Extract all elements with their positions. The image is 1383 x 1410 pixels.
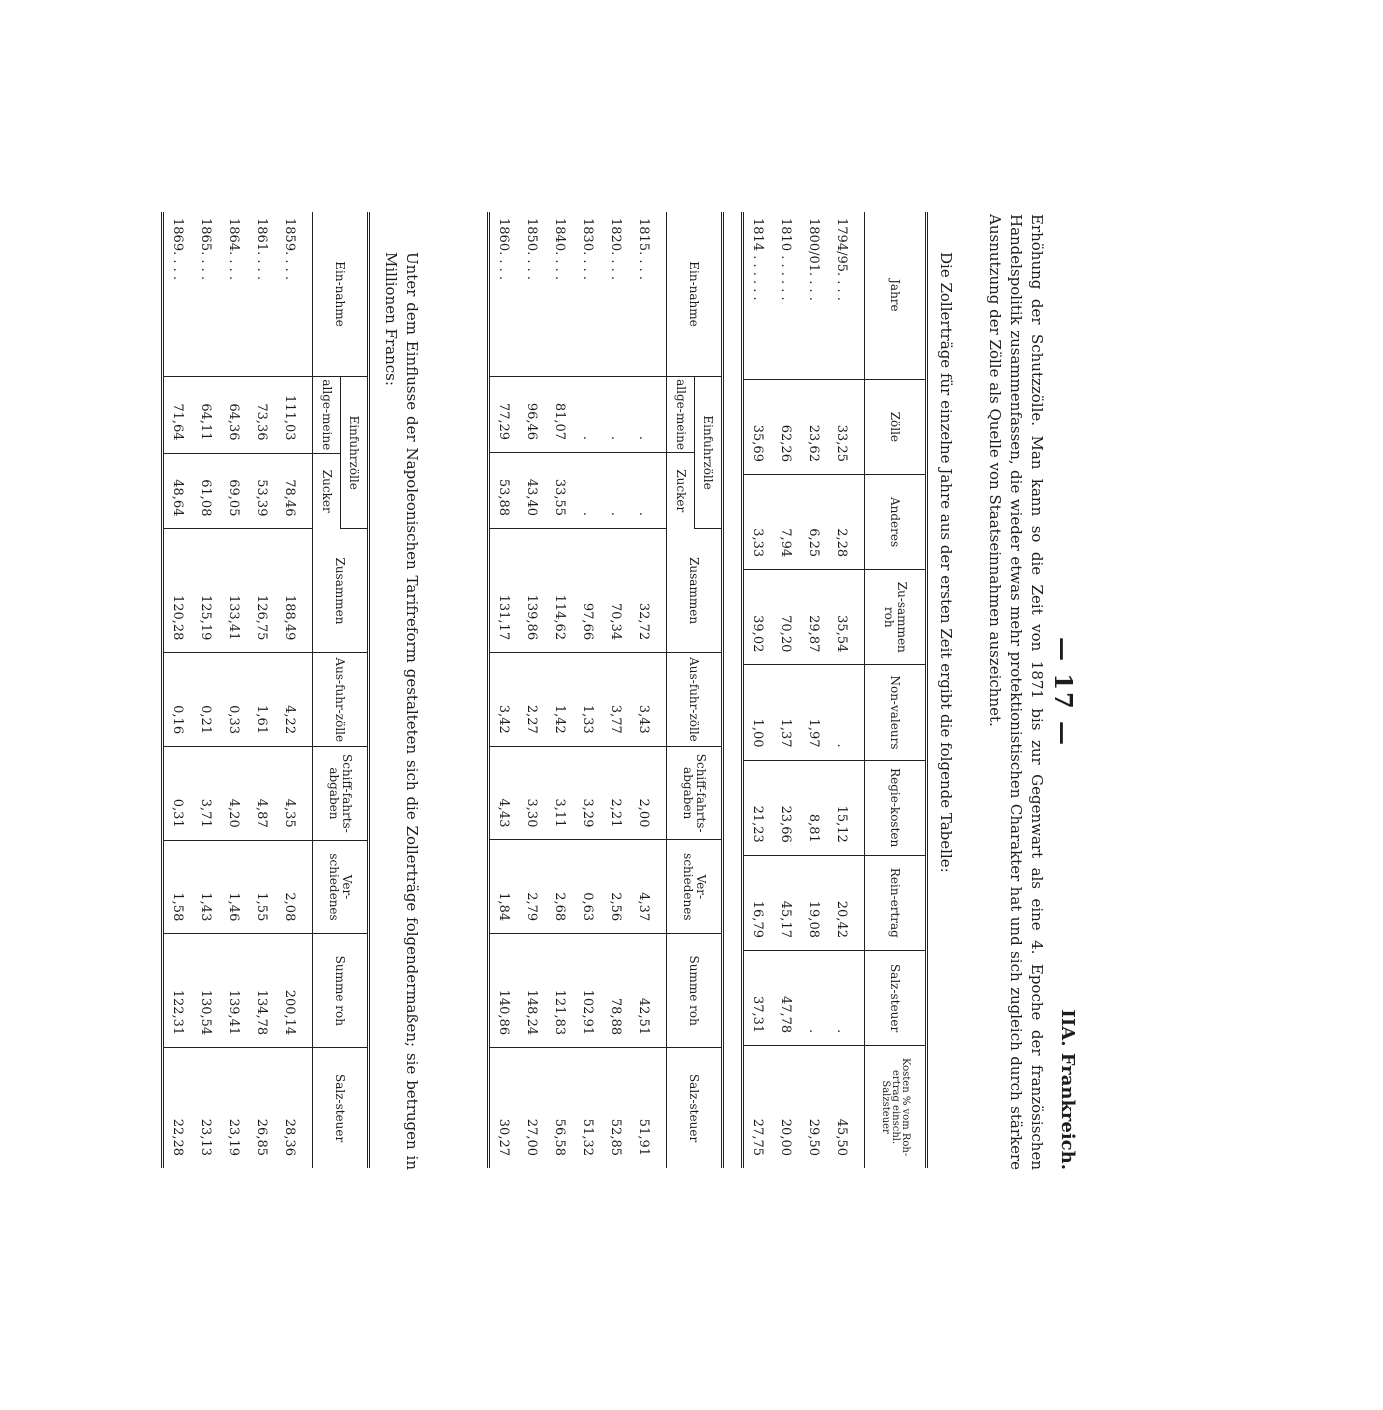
header-zoelle: Zölle [864,379,926,474]
table-cell: 4,35 [276,746,313,840]
table-cell: 42,51 [630,933,667,1047]
table-row [630,212,667,1168]
table-row [248,212,276,1168]
header-verschiedenes: Ver-schiedenes [312,840,368,934]
row-year-cell: 1814 . . . . . . [742,212,772,379]
header-ausfuhrzoelle: Aus-fuhr-zölle [666,652,722,746]
row-year-cell: 1869. . . . [162,212,192,377]
table-cell: 3,77 [602,652,630,746]
table-cell: 188,49 [276,528,313,652]
table-cell: 32,72 [630,528,667,652]
table-cell: 3,11 [546,746,574,840]
rotated-document-page [0,192,1092,1192]
table-cell: 23,66 [772,760,800,855]
table-cell: 126,75 [248,528,276,652]
table-cell: 52,85 [608,1118,623,1156]
table-cell: 139,86 [518,528,546,652]
table-cell: 148,24 [518,933,546,1047]
table-cell: 35,54 [828,569,865,664]
table-cell: 2,68 [546,839,574,933]
table-cell: 64,36 [220,376,248,453]
page-number: — 17 — [1048,636,1078,747]
table-cell: 1,33 [574,652,602,746]
table-cell: 6,25 [800,474,828,569]
table-row [772,212,800,1168]
table-cell: 111,03 [276,376,313,453]
table-cell: 39,02 [742,569,772,664]
row-year-cell: 1850. . . . [518,212,546,377]
table-cell: 70,34 [602,528,630,652]
header-summe-roh: Summe roh [312,933,368,1047]
table-cell: 2,28 [828,474,865,569]
table-customs-1815-1860 [487,212,724,1168]
table-cell: 0,63 [574,839,602,933]
header-zusammen: Zusammen [666,528,722,652]
header-allgemeine: allge-meine [666,376,694,452]
table-cell: 30,27 [496,1118,511,1156]
header-einnahme: Ein-nahme [666,212,722,377]
table-row [742,212,772,1168]
table-cell: . [630,376,667,452]
table1-caption: Die Zollerträge für einzelne Jahre aus der ersten Zeit ergibt die folgende Tabelle: [936,251,955,873]
table-cell: 23,62 [800,379,828,474]
table-cell: 43,40 [518,452,546,528]
table-cell: 51,32 [580,1118,595,1156]
header-schiffahrtsabgaben: Schiff-fahrts-abgaben [312,746,368,840]
table-cell: 121,83 [546,933,574,1047]
table-cell: 4,87 [248,746,276,840]
header-summe-roh: Summe roh [666,933,722,1047]
header-zusammen-roh: Zu-sammen roh [864,569,926,664]
header-salzsteuer: Salz-steuer [312,1047,368,1167]
row-year-cell: 1794/95. . . . [828,212,865,379]
table1-body [742,212,864,1168]
table-cell: 53,88 [488,452,518,528]
table-cell: 28,36 [282,1118,297,1156]
table-cell: 37,31 [742,950,772,1045]
table-cell: . [828,950,865,1045]
header-allgemeine: allge-meine [312,376,340,453]
table-cell: 62,26 [772,379,800,474]
table-customs-napoleonic [161,212,370,1168]
table-cell: 4,22 [276,652,313,746]
table-cell: 0,31 [162,746,192,840]
table-cell: 1,84 [488,839,518,933]
table-cell: 133,41 [220,528,248,652]
table-cell: 19,08 [800,855,828,950]
table-cell: 1,61 [248,652,276,746]
table-cell: 0,33 [220,652,248,746]
table-cell: 26,85 [254,1118,269,1156]
table-cell: 97,66 [574,528,602,652]
table-cell: 134,78 [248,933,276,1047]
header-ausfuhrzoelle: Aus-fuhr-zölle [312,652,368,746]
table-cell: 53,39 [248,453,276,529]
table-cell: 71,64 [162,376,192,453]
table-cell: 1,37 [772,664,800,759]
table-cell: 78,46 [276,453,313,529]
header-regiekosten: Regie-kosten [864,760,926,855]
table-row [192,212,220,1168]
table-row [828,212,865,1168]
table-cell: 3,33 [742,474,772,569]
table-cell: 70,20 [772,569,800,664]
table2-body [488,212,666,1168]
table-cell: 51,91 [636,1118,651,1156]
table-row [488,212,518,1168]
table-cell: 0,16 [162,652,192,746]
table-cell: 29,87 [800,569,828,664]
header-anderes: Anderes [864,474,926,569]
table-row [276,212,313,1168]
table-cell: 81,07 [546,376,574,452]
table-cell: 1,97 [800,664,828,759]
row-year-cell: 1830. . . . [574,212,602,377]
table-cell: 4,37 [630,839,667,933]
header-zucker: Zucker [666,452,694,528]
table-row [518,212,546,1168]
row-year-cell: 1864. . . . [220,212,248,377]
row-year-cell: 1859. . . . [276,212,313,377]
header-einfuhrzoelle: Einfuhrzölle [694,376,722,528]
table-cell: 131,17 [488,528,518,652]
row-year-cell: 1861. . . . [248,212,276,377]
table-cell: 8,81 [800,760,828,855]
table-cell: 56,58 [552,1118,567,1156]
table-row [546,212,574,1168]
table-cell: 2,00 [630,746,667,840]
table-cell: 139,41 [220,933,248,1047]
row-year-cell: 1865. . . . [192,212,220,377]
table3-body [162,212,312,1168]
table-cell: 3,43 [630,652,667,746]
table-cell: 2,27 [518,652,546,746]
table-cell: 200,14 [276,933,313,1047]
header-salzsteuer: Salz-steuer [666,1047,722,1167]
header-einnahme: Ein-nahme [312,212,368,377]
header-einfuhrzoelle: Einfuhrzölle [340,376,368,528]
table-cell: 48,64 [162,453,192,529]
table-cell: 130,54 [192,933,220,1047]
table-cell: 21,23 [742,760,772,855]
table-cell: 45,50 [834,1118,849,1156]
table-cell: 73,36 [248,376,276,453]
section-heading: IIA. Frankreich. [1056,1008,1078,1170]
table-cell: . [602,452,630,528]
table-row [602,212,630,1168]
table-cell: . [574,452,602,528]
table-cell: 1,46 [220,840,248,934]
row-year-cell: 1815. . . . [630,212,667,377]
table-cell: 35,69 [742,379,772,474]
table-cell: 2,21 [602,746,630,840]
table-cell: 47,78 [772,950,800,1045]
row-year-cell: 1810 . . . . . . [772,212,800,379]
table-cell: 20,00 [778,1118,793,1156]
table-cell: . [800,950,828,1045]
table-cell: 3,42 [488,652,518,746]
table-cell: 27,75 [750,1118,765,1156]
header-kosten-prozent: Kosten % vom Roh-ertrag einschl. Salzsteuer [864,1045,926,1167]
row-year-cell: 1840. . . . [546,212,574,377]
table-cell: 2,56 [602,839,630,933]
row-year-cell: 1800/01. . . . [800,212,828,379]
table-cell: 77,29 [488,376,518,452]
header-zucker: Zucker [312,453,340,529]
table-cell: 1,58 [162,840,192,934]
table-cell: 1,42 [546,652,574,746]
table-cell: . [630,452,667,528]
table-cell: 45,17 [772,855,800,950]
table-row [162,212,192,1168]
table-cell: 16,79 [742,855,772,950]
table-cell: 125,19 [192,528,220,652]
table-cell: 69,05 [220,453,248,529]
table-cell: 3,29 [574,746,602,840]
header-jahre: Jahre [864,212,926,379]
table-row [220,212,248,1168]
table-cell: 20,42 [828,855,865,950]
header-non-valeurs: Non-valeurs [864,664,926,759]
table-cell: . [828,664,865,759]
table-cell: 7,94 [772,474,800,569]
table-cell: 0,21 [192,652,220,746]
table-cell: 33,55 [546,452,574,528]
header-verschiedenes: Ver-schiedenes [666,839,722,933]
table-cell: 1,43 [192,840,220,934]
row-year-cell: 1860. . . . [488,212,518,377]
header-schiffahrtsabgaben: Schiff-fahrts-abgaben [666,746,722,840]
intro-paragraph: Erhöhung der Schutzzölle. Man kann so die Zeit von 1871 bis zur Gegenwart als eine 4. Epoche der französischen Handelspolitik zusammenfassen, die wieder etwas mehr protektionistischen Charakter hat und sich zugleich durch stärkere Ausnutzung der Zölle als Quelle von Staatseinnahmen auszeichnet. [985,213,1046,1170]
table-cell: 3,71 [192,746,220,840]
table-cell: 122,31 [162,933,192,1047]
table-cell: 29,50 [806,1118,821,1156]
header-zusammen: Zusammen [312,528,368,652]
table-customs-early-years [741,212,928,1168]
header-reinertrag: Rein-ertrag [864,855,926,950]
table-cell: 78,88 [602,933,630,1047]
table-cell: 2,08 [276,840,313,934]
table-cell: 27,00 [524,1118,539,1156]
table-cell: . [602,376,630,452]
table-cell: 120,28 [162,528,192,652]
table-cell: 114,62 [546,528,574,652]
table-cell: 3,30 [518,746,546,840]
table-cell: 61,08 [192,453,220,529]
table-cell: 22,28 [170,1118,185,1156]
table-row [574,212,602,1168]
table-cell: 64,11 [192,376,220,453]
table3-caption: Unter dem Einflusse der Napoleonischen Tarifreform gestalteten sich die Zollerträge folgendermaßen; sie betrugen in Millionen Francs: [381,251,421,1170]
table-cell: 15,12 [828,760,865,855]
table-cell: 4,43 [488,746,518,840]
table-cell: 96,46 [518,376,546,452]
table-cell: 33,25 [828,379,865,474]
header-salzsteuer: Salz-steuer [864,950,926,1045]
table-cell: 140,86 [488,933,518,1047]
table-cell: 1,00 [742,664,772,759]
table-cell: 4,20 [220,746,248,840]
table-cell: . [574,376,602,452]
table-cell: 23,13 [198,1118,213,1156]
table-cell: 23,19 [226,1118,241,1156]
table-cell: 1,55 [248,840,276,934]
row-year-cell: 1820. . . . [602,212,630,377]
table-cell: 102,91 [574,933,602,1047]
table-row [800,212,828,1168]
table-cell: 2,79 [518,839,546,933]
